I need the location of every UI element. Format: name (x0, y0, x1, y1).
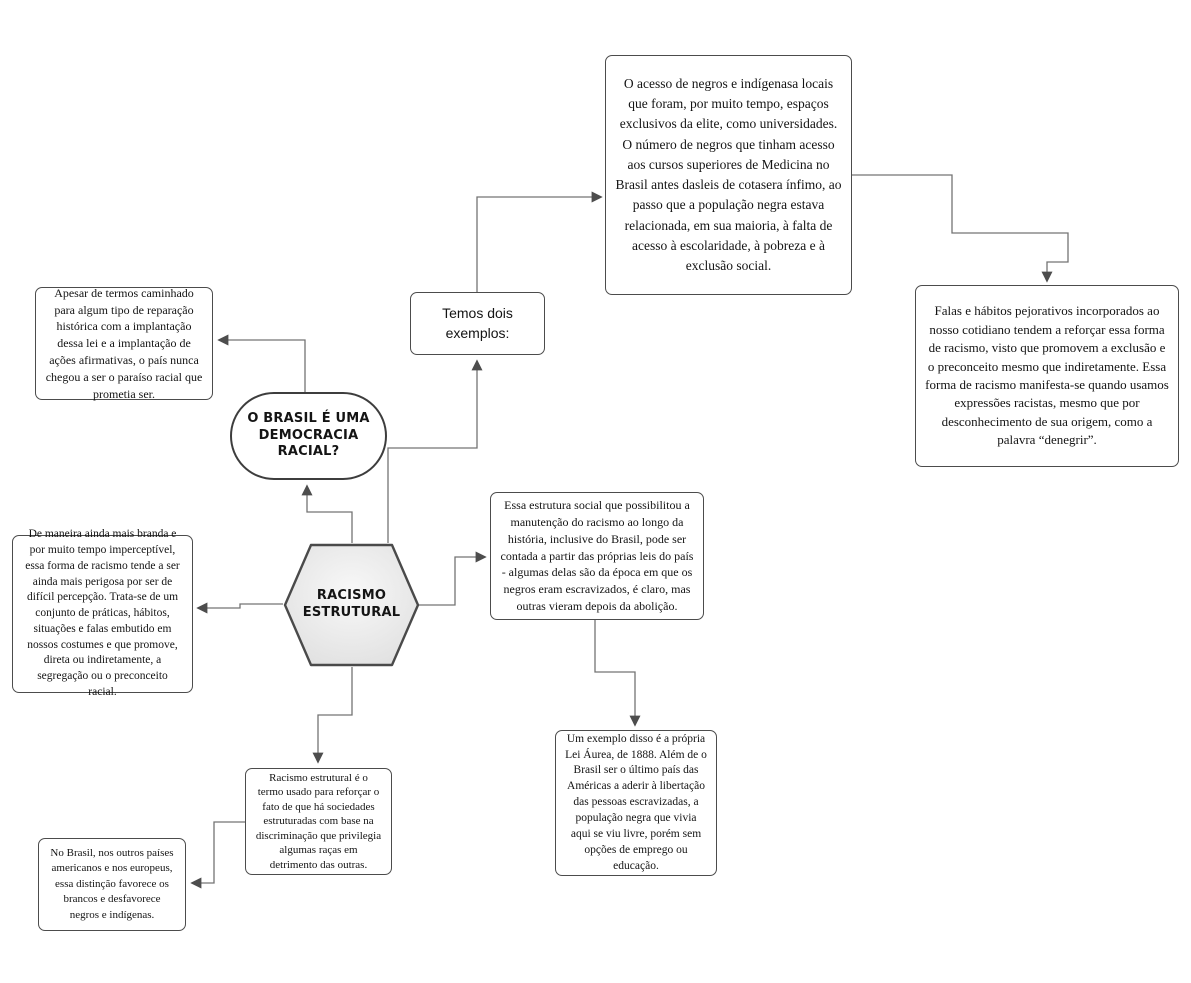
node-distinction-text: No Brasil, nos outros países americanos e nos europeus, essa distinção favorece os brancos e desfavorece negros e indígenas. (50, 847, 174, 921)
node-lei-aurea-text: Um exemplo disso é a própria Lei Áurea, de 1888. Além de o Brasil ser o último país das Américas a aderir à libertação das pessoas escravizadas, a população negra que vivia aqui se viu livre, porém sem opções de emprego ou educação. (565, 732, 707, 872)
node-lei-aurea[interactable] (555, 730, 717, 876)
node-question-text: O BRASIL É UMA DEMOCRACIA RACIAL? (247, 410, 370, 460)
node-two-examples[interactable] (410, 292, 545, 355)
node-access-example[interactable] (605, 55, 852, 295)
node-subtle-racism[interactable] (12, 528, 193, 698)
node-access-example-text: O acesso de negros e indígenasa locais que foram, por muito tempo, espaços exclusivos da elite, como universidades. O número de negros que tinham acesso aos cursos superiores de Medicina no Brasil antes dasleis de cotasera ínfimo, ao passo que a população negra estava relacionada, em sua maioria, à falta de acesso à escolaridade, à pobreza e à exclusão social. (615, 75, 842, 273)
node-definition-text: Racismo estrutural é o termo usado para reforçar o fato de que há sociedades estruturadas com base na discriminação que privilegia algumas raças em detrimento das outras. (255, 771, 382, 871)
node-pejorative-speech[interactable] (915, 285, 1179, 467)
node-laws-structure-text: Essa estrutura social que possibilitou a manutenção do racismo ao longo da história, inclusive do Brasil, pode ser contada a partir das próprias leis do país - algumas delas são da época em que os negros eram escravizados, é claro, mas outras vieram depois da abolição. (500, 498, 694, 613)
node-central-hexagon[interactable] (283, 543, 420, 667)
node-distinction[interactable] (38, 838, 186, 931)
node-reparation-text: Apesar de termos caminhado para algum tipo de reparação histórica com a implantação dessa lei e a implantação de ações afirmativas, o país nunca chegou a ser o paraíso racial que prometia ser. (45, 285, 203, 401)
node-reparation[interactable] (35, 287, 213, 400)
node-two-examples-text: Temos dois exemplos: (442, 305, 513, 341)
node-question-democracia-racial[interactable] (230, 392, 387, 480)
node-laws-structure[interactable] (490, 492, 704, 620)
node-definition[interactable] (245, 768, 392, 875)
node-central-hexagon-label: RACISMO ESTRUTURAL (302, 588, 401, 620)
node-pejorative-speech-text: Falas e hábitos pejorativos incorporados ao nosso cotidiano tendem a reforçar essa forma de racismo, visto que promovem a exclusão e o preconceito mesmo que indiretamente. Essa forma de racismo manifesta-se quando usamos expressões racistas, mesmo que por desconhecimento de sua origem, como a palavra “denegrir”. (925, 303, 1169, 448)
node-subtle-racism-text: De maneira ainda mais branda e por muito tempo imperceptível, essa forma de racismo tende a ser ainda mais perigosa por ser de difícil percepção. Trata-se de um conjunto de práticas, hábitos, situações e falas embutido em nossos costumes e que promove, direta ou indiretamente, a segregação ou o preconceito racial. (25, 528, 180, 698)
